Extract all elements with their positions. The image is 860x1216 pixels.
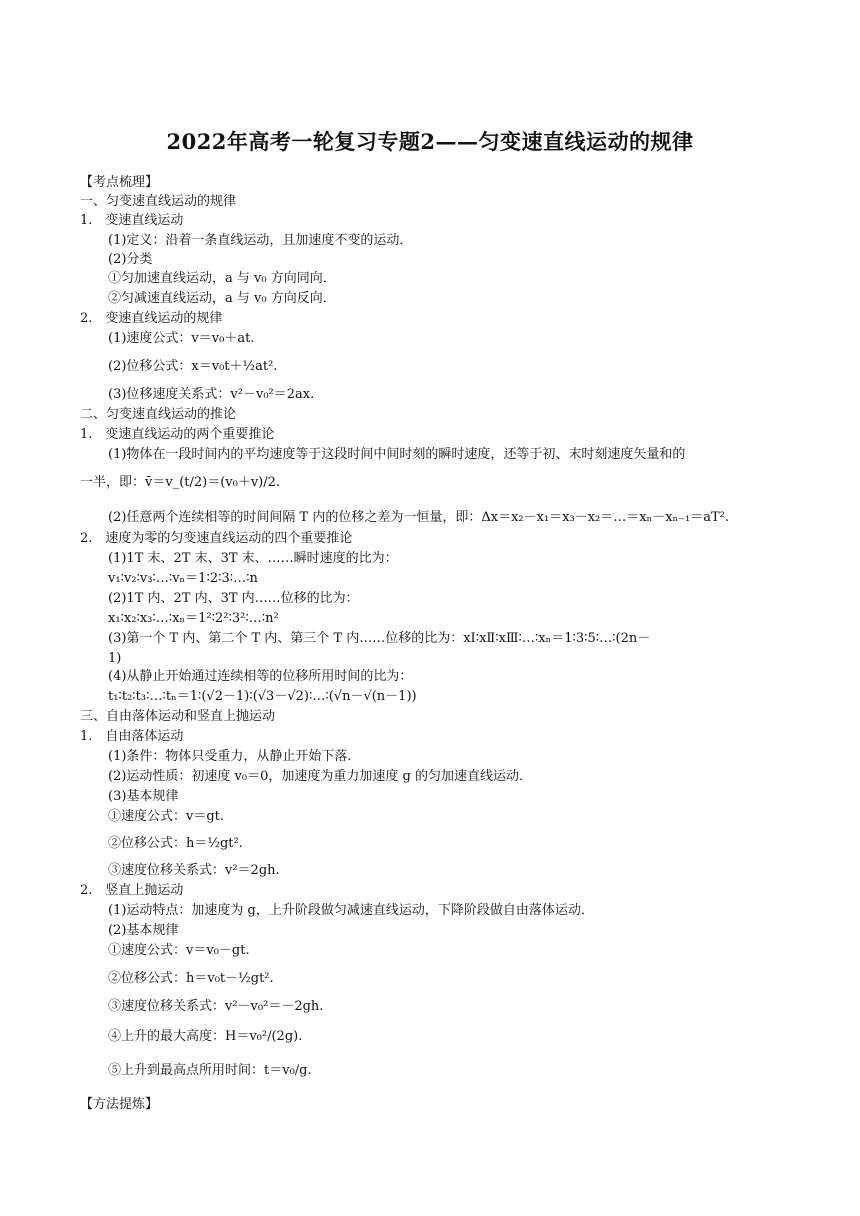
text-line: (1)物体在一段时间内的平均速度等于这段时间中间时刻的瞬时速度，还等于初、末时刻速度矢量和的 xyxy=(108,447,686,462)
formula-line: (2)任意两个连续相等的时间间隔 T 内的位移之差为一恒量，即：Δx＝x₂－x₁＝x₃－x₂＝…＝xₙ－xₙ₋₁＝aT². xyxy=(108,510,729,525)
formula-line: ①速度公式：v＝v₀－gt. xyxy=(108,943,250,958)
formula-line: (1)速度公式：v＝v₀＋at. xyxy=(108,331,255,346)
text-line: (1)条件：物体只受重力，从静止开始下落． xyxy=(108,749,361,764)
formula-line: v₁∶v₂∶v₃∶…∶vₙ＝1∶2∶3∶…∶n xyxy=(108,571,258,586)
subsection-title: 2. 速度为零的匀变速直线运动的四个重要推论 xyxy=(80,531,353,546)
text-line: 1) xyxy=(108,651,122,666)
text-line: ①匀加速直线运动，a 与 v₀ 方向同向． xyxy=(108,271,336,286)
formula-line: (2)位移公式：x＝v₀t＋½at². xyxy=(108,359,278,374)
section-title: 一、匀变速直线运动的规律 xyxy=(80,194,237,209)
formula-line: t₁∶t₂∶t₃∶…∶tₙ＝1∶(√2－1)∶(√3－√2)∶…∶(√n－√(n－1)) xyxy=(108,689,417,704)
formula-line: ③速度位移关系式：v²－v₀²＝－2gh. xyxy=(108,999,324,1014)
text-line: (1)1T 末、2T 末、3T 末、……瞬时速度的比为： xyxy=(108,551,398,566)
text-line: (2)运动性质：初速度 v₀＝0，加速度为重力加速度 g 的匀加速直线运动． xyxy=(108,769,532,784)
text-line: (2)分类 xyxy=(108,252,153,267)
subsection-title: 1. 变速直线运动 xyxy=(80,213,184,228)
subsection-title: 2. 竖直上抛运动 xyxy=(80,883,184,898)
text-line: (1)运动特点：加速度为 g，上升阶段做匀减速直线运动，下降阶段做自由落体运动． xyxy=(108,903,594,918)
section-title: 三、自由落体运动和竖直上抛运动 xyxy=(80,709,276,724)
section-title: 二、匀变速直线运动的推论 xyxy=(80,407,237,422)
formula-line: ④上升的最大高度：H＝v₀²/(2g). xyxy=(108,1029,303,1044)
text-line: (2)基本规律 xyxy=(108,923,179,938)
subsection-title: 2. 变速直线运动的规律 xyxy=(80,311,223,326)
text-line: ②匀减速直线运动，a 与 v₀ 方向反向． xyxy=(108,291,336,306)
section-heading: 【考点梳理】 xyxy=(80,175,159,190)
formula-line: ⑤上升到最高点所用时间：t＝v₀/g. xyxy=(108,1063,312,1078)
section-heading: 【方法提炼】 xyxy=(80,1097,159,1112)
document-title: 2022年高考一轮复习专题2——匀变速直线运动的规律 xyxy=(166,129,694,154)
text-line: (1)定义：沿着一条直线运动，且加速度不变的运动． xyxy=(108,233,413,248)
subsection-title: 1. 自由落体运动 xyxy=(80,729,184,744)
formula-line: ②位移公式：h＝v₀t－½gt². xyxy=(108,971,274,986)
formula-line: ②位移公式：h＝½gt². xyxy=(108,836,243,851)
formula-line: x₁∶x₂∶x₃∶…∶xₙ＝1²∶2²∶3²∶…∶n² xyxy=(108,611,279,626)
text-line: (3)基本规律 xyxy=(108,789,179,804)
formula-line: (3)位移速度关系式：v²－v₀²＝2ax. xyxy=(108,387,315,402)
formula-line: ①速度公式：v＝gt. xyxy=(108,809,225,824)
formula-line: 一半，即：v̄＝v_(t/2)＝(v₀＋v)/2. xyxy=(80,475,281,490)
text-line: (2)1T 内、2T 内、3T 内……位移的比为： xyxy=(108,591,359,606)
text-line: (3)第一个 T 内、第二个 T 内、第三个 T 内……位移的比为：xⅠ∶xⅡ∶xⅢ∶…∶xₙ＝1∶3∶5∶…∶(2n－ xyxy=(108,631,651,646)
formula-line: ③速度位移关系式：v²＝2gh. xyxy=(108,863,280,878)
text-line: (4)从静止开始通过连续相等的位移所用时间的比为： xyxy=(108,669,413,684)
subsection-title: 1. 变速直线运动的两个重要推论 xyxy=(80,427,275,442)
